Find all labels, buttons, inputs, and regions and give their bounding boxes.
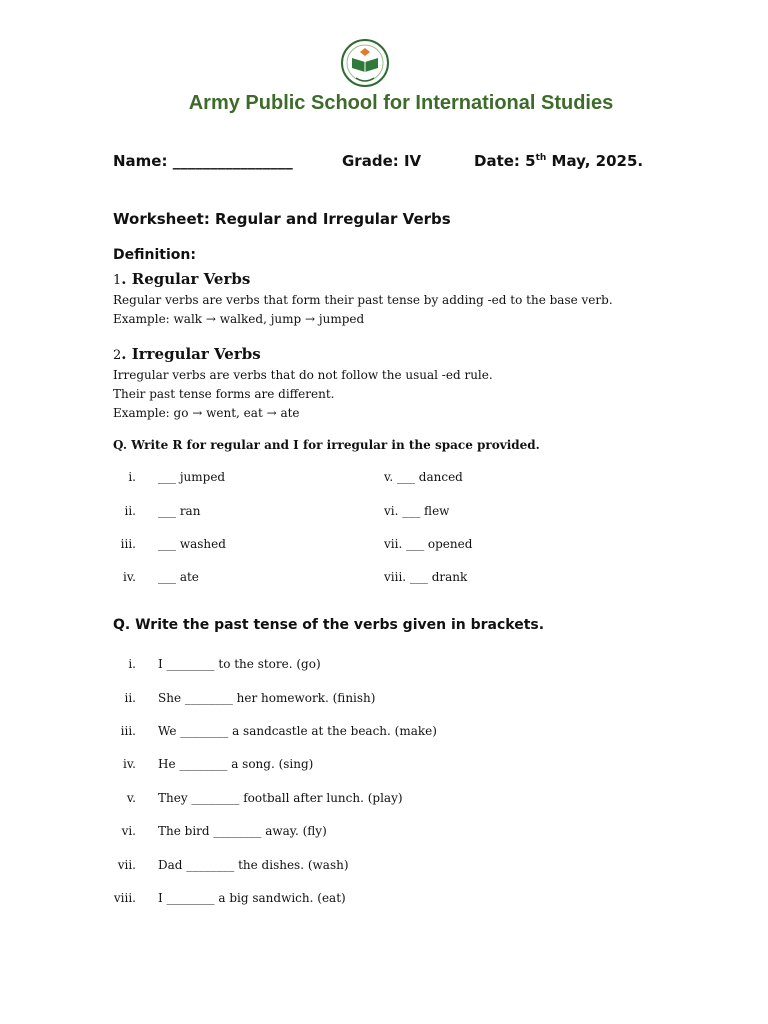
school-logo: [340, 38, 390, 90]
q2-item-number: iii.: [120, 724, 136, 738]
regular-verbs-heading: 1. Regular Verbs: [113, 270, 251, 288]
q1-item-number: iii.: [120, 537, 136, 551]
q2-item: They ________ football after lunch. (play): [158, 791, 403, 805]
irregular-verbs-heading: 2. Irregular Verbs: [113, 345, 261, 363]
q1-item-number: i.: [128, 470, 136, 484]
irregular-example: Example: go → went, eat → ate: [113, 406, 300, 420]
q2-item-number: vi.: [121, 824, 136, 838]
q1-item: vii. ___ opened: [384, 537, 473, 551]
name-field-label: Name: ________________: [113, 152, 293, 170]
q2-item: The bird ________ away. (fly): [158, 824, 327, 838]
irregular-definition-2: Their past tense forms are different.: [113, 387, 335, 401]
q1-item: ___ ran: [158, 504, 201, 518]
grade-label: Grade: IV: [342, 152, 422, 170]
regular-example: Example: walk → walked, jump → jumped: [113, 312, 365, 326]
q1-item: viii. ___ drank: [384, 570, 468, 584]
q2-item: Dad ________ the dishes. (wash): [158, 858, 349, 872]
q1-item: v. ___ danced: [384, 470, 463, 484]
q1-item-number: ii.: [124, 504, 136, 518]
q2-item: He ________ a song. (sing): [158, 757, 314, 771]
irregular-definition: Irregular verbs are verbs that do not follow the usual -ed rule.: [113, 368, 493, 382]
q2-item: I ________ a big sandwich. (eat): [158, 891, 346, 905]
q1-item: vi. ___ flew: [384, 504, 450, 518]
worksheet-title: Worksheet: Regular and Irregular Verbs: [113, 210, 451, 228]
date-label: Date: 5th May, 2025.: [474, 152, 644, 170]
question-1-prompt: Q. Write R for regular and I for irregular in the space provided.: [113, 438, 540, 452]
q1-item: ___ washed: [158, 537, 226, 551]
school-title: Army Public School for International Studies: [188, 92, 614, 114]
q2-item: I ________ to the store. (go): [158, 657, 321, 671]
q2-item-number: vii.: [117, 858, 136, 872]
q1-item: ___ jumped: [158, 470, 226, 484]
question-2-prompt: Q. Write the past tense of the verbs given in brackets.: [113, 617, 545, 633]
q2-item: We ________ a sandcastle at the beach. (make): [158, 724, 437, 738]
q2-item: She ________ her homework. (finish): [158, 691, 376, 705]
q2-item-number: v.: [126, 791, 136, 805]
q2-item-number: viii.: [113, 891, 136, 905]
q1-item-number: iv.: [122, 570, 136, 584]
q2-item-number: iv.: [122, 757, 136, 771]
regular-definition: Regular verbs are verbs that form their past tense by adding -ed to the base verb.: [113, 293, 613, 307]
q2-item-number: ii.: [124, 691, 136, 705]
q1-item: ___ ate: [158, 570, 199, 584]
definition-label: Definition:: [113, 247, 196, 263]
q2-item-number: i.: [128, 657, 136, 671]
